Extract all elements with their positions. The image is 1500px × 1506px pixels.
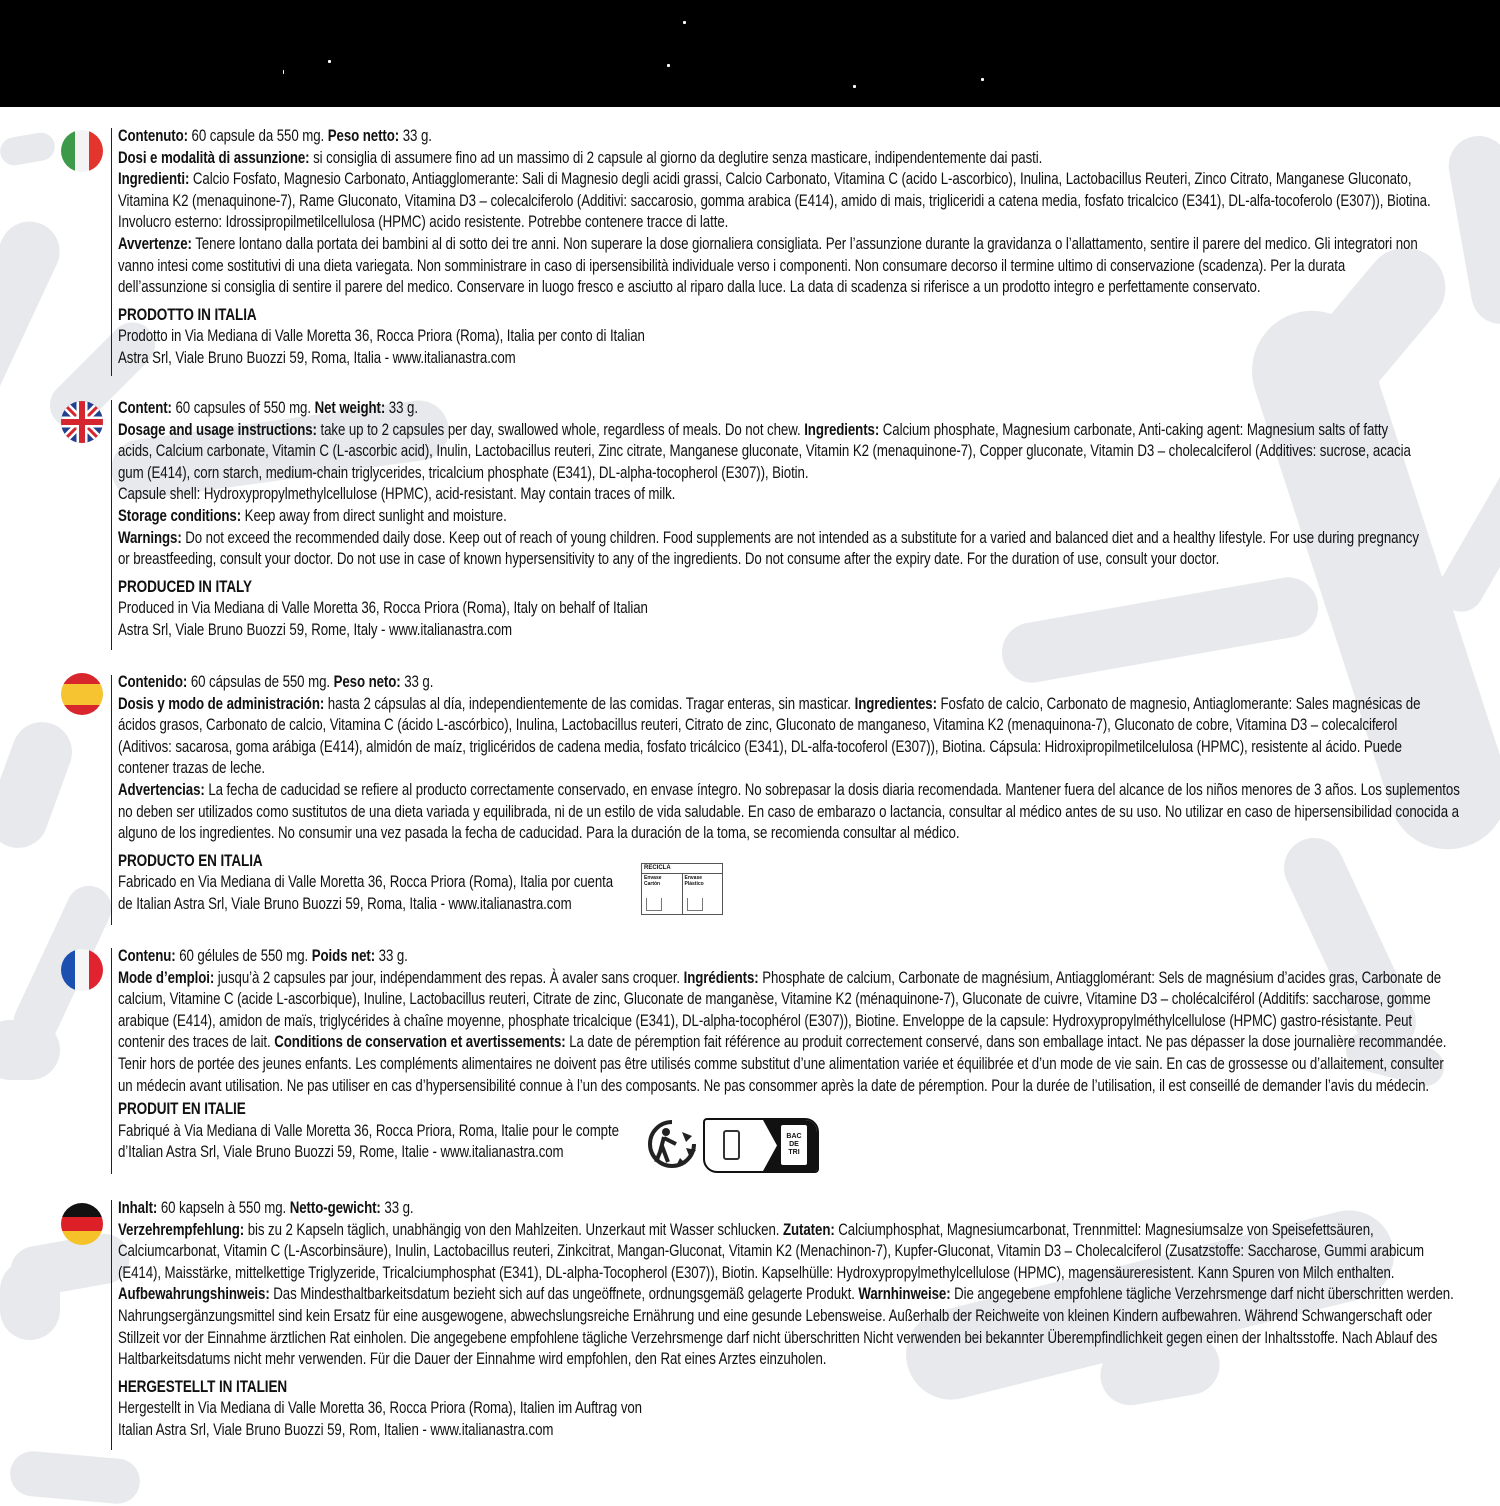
germany-flag-icon bbox=[61, 1203, 103, 1245]
warnings-line: Warnings: Do not exceed the recommended daily dose. Keep out of reach of young children. Food supplements are not intended as a substitute for a varied and balanced diet and a healthy lifestyle. For use during pregnancy or breastfeeding, consult your doctor. Do not use in case of known hypersensitivity to any of the ingredients. Do not consume after the expiry date. For the duration of use, consult your doctor. bbox=[118, 528, 1419, 569]
star-dot bbox=[283, 70, 284, 74]
origin-heading: PRODOTTO IN ITALIA bbox=[118, 305, 257, 324]
star-dot bbox=[667, 64, 670, 67]
background-shape bbox=[0, 1020, 60, 1080]
shell-line: Involucro esterno: Idrossipropilmetilcellulosa (HPMC) acido resistente. Potrebbe contenere tracce di latte. bbox=[118, 213, 729, 232]
address-line: Hergestellt in Via Mediana di Valle Moretta 36, Rocca Priora (Roma), Italien im Auftrag von bbox=[118, 1399, 642, 1418]
dosage-ingredients-line: Dosis y modo de administración: hasta 2 cápsulas al día, independientemente de las comidas. Tragar enteras, sin masticar. Ingredientes: Fosfato de calcio, Carbonato de magnesio, Antiaglomerante: Sales magnésicas de ácidos grasos, Carbonato de calcio, Vitamina C (ácido L-ascórbico), Inulina, Lactobacillus reuteri, Citrato de zinc, Gluconato de manganeso, Vitamina K2 (menaquinona-7), Gluconato de cobre, Vitamina D3 – colecalciferol (Aditivos: sacarosa, goma arábiga (E414), almidón de maíz, triglicéridos de cadena media, fosfato tricálcico (E341), DL-alfa-tocoferol (E307)), Biotina. Cápsula: Hidroxipropilmetilcelulosa (HPMC), resistente al ácido. Puede contener trazas de leche. bbox=[118, 694, 1421, 778]
origin-heading: PRODUCED IN ITALY bbox=[118, 577, 252, 596]
bottle-icon bbox=[723, 1130, 740, 1160]
address-line: Fabriqué à Via Mediana di Valle Moretta 36, Rocca Priora, Roma, Italie pour le compte bbox=[118, 1121, 619, 1140]
origin-heading: HERGESTELLT IN ITALIEN bbox=[118, 1377, 288, 1396]
label-text-english bbox=[118, 398, 1430, 642]
star-dot bbox=[683, 21, 686, 24]
star-dot bbox=[328, 60, 331, 63]
background-shape bbox=[0, 1260, 60, 1340]
ingredients-line: Ingredienti: Calcio Fosfato, Magnesio Carbonato, Antiagglomerante: Sali di Magnesio degli acidi grassi, Calcio Carbonato, Vitamina C (acido L-ascorbico), Inulina, Lactobacillus Reuteri, Zinco Citrato, Manganese Gluconato, Vitamina K2 (menaquinone-7), Rame Gluconato, Vitamina D3 – colecalciferolo (Additivi: saccarosio, gomma arabica (E414), amido di mais, trigliceridi a catena media, fosfato tricalcico (E341), DL-alfa-tocoferolo (E307)), Biotina. bbox=[118, 170, 1431, 210]
background-shape bbox=[0, 130, 57, 167]
background-shape bbox=[1431, 450, 1500, 620]
header-band bbox=[0, 0, 1500, 107]
shell-line: Capsule shell: Hydroxypropylmethylcellulose (HPMC), acid-resistant. May contain traces of milk. bbox=[118, 485, 676, 504]
address-line: Astra Srl, Viale Bruno Buozzi 59, Roma, Italia - www.italianastra.com bbox=[118, 348, 516, 367]
spain-flag-icon bbox=[61, 673, 103, 715]
bin-person-icon bbox=[687, 898, 703, 911]
background-shape bbox=[8, 1449, 141, 1505]
origin-heading: PRODUCTO EN ITALIA bbox=[118, 851, 263, 870]
address-line: Prodotto in Via Mediana di Valle Moretta 36, Rocca Priora (Roma), Italia per conto di Italian bbox=[118, 327, 645, 346]
label-text-italian bbox=[118, 126, 1430, 370]
divider-line bbox=[111, 400, 112, 650]
plastic-label: Envase Plástico bbox=[684, 875, 704, 887]
divider-line bbox=[111, 1200, 112, 1450]
dosage-ingredients-line: Verzehrempfehlung: bis zu 2 Kapseln täglich, unabhängig von den Mahlzeiten. Unzerkaut mit Wasser schlucken. Zutaten: Calciumphosphat, Magnesiumcarbonat, Trennmittel: Magnesiumsalze von Speisefettsäuren, Calciumcarbonat, Vitamin C (L-Ascorbinsäure), Inulin, Lactobacillus reuteri, Zinkcitrat, Mangan-Gluconat, Vitamin K2 (Menachinon-7), Kupfer-Gluconat, Vitamin D3 – Cholecalciferol (Zusatzstoffe: Saccharose, Gummi arabicum (E414), Maisstärke, mittelkettige Triglyzeride, Tricalciumphosphat (E341), DL-alpha-Tocopherol (E307)), Biotin. Kapselhülle: Hydroxypropylmethylcellulose (HPMC), magensäureresistent. Kann Spuren von Milch enthalten. bbox=[118, 1220, 1424, 1282]
content-line: Inhalt: 60 kapseln à 550 mg. Netto-gewicht: 33 g. bbox=[118, 1199, 414, 1217]
warnings-line: Avvertenze: Tenere lontano dalla portata dei bambini al di sotto dei tre anni. Non superare la dose giornaliera consigliata. Per l’assunzione durante la gravidanza o l’allattamento, sentire il parere del medico. Gli integratori non vanno intesi come sostitutivi di una dieta variegata. Non somministrare in caso di ipersensibilità individuale verso i componenti. Non consumare decorso il termine ultimo di conservazione (scadenza). Per la durata dell’assunzione si consiglia di sentire il parere del medico. Conservare in luogo fresco e asciutto al riparo dalla luce. La data di scadenza si riferisce a un prodotto integro e perfettamente conservato. bbox=[118, 234, 1418, 297]
content-line: Contenuto: 60 capsule da 550 mg. Peso netto: 33 g. bbox=[118, 127, 432, 145]
sorting-info-badge bbox=[703, 1118, 819, 1173]
recycle-badge-title: RECICLA bbox=[642, 864, 722, 874]
triman-icon bbox=[646, 1118, 698, 1170]
divider-line bbox=[111, 675, 112, 925]
address-line: d’Italian Astra Srl, Viale Bruno Buozzi 59, Rome, Italie - www.italianastra.com bbox=[118, 1143, 564, 1162]
address-line: Produced in Via Mediana di Valle Moretta 36, Rocca Priora (Roma), Italy on behalf of Italian bbox=[118, 599, 648, 618]
content-line: Content: 60 capsules of 550 mg. Net weight: 33 g. bbox=[118, 399, 418, 417]
address-line: de Italian Astra Srl, Viale Bruno Buozzi 59, Roma, Italia - www.italianastra.com bbox=[118, 894, 572, 913]
recycle-badge-icon bbox=[641, 863, 723, 915]
origin-heading: PRODUIT EN ITALIE bbox=[118, 1100, 246, 1119]
background-shape bbox=[0, 714, 80, 857]
france-flag-icon bbox=[61, 949, 103, 991]
label-text-spanish bbox=[118, 672, 1460, 916]
carton-label: Envase Cartón bbox=[644, 875, 662, 887]
address-line: Italian Astra Srl, Viale Bruno Buozzi 59, Rom, Italien - www.italianastra.com bbox=[118, 1420, 554, 1439]
italy-flag-icon bbox=[61, 130, 103, 172]
storage-warnings-line: Aufbewahrungshinweis: Das Mindesthaltbarkeitsdatum bezieht sich auf das ungeöffnete, ordnungsgemäß gelagerte Produkt. Warnhinweise: Die angegebene empfohlene tägliche Verzehrsmenge darf nicht überschritten werden. Nahrungsergänzungsmittel sind kein Ersatz für eine ausgewogene, abwechslungsreiche Ernährung und eine gesunde Lebensweise. Außerhalb der Reichweite von kleinen Kindern aufbewahren. Während Schwangerschaft oder Stillzeit vor der Einnahme ärztlichen Rat einholen. Die angegebene empfohlene tägliche Verzehrsmenge darf nicht überschritten Nicht verwenden bei bekannter Überempfindlichkeit gegen einen der Inhaltsstoffe. Nach Ablauf des Haltbarkeitsdatums nicht mehr verwenden. Für die Dauer der Einnahme wird empfohlen, den Rat eines Arztes einzuholen. bbox=[118, 1285, 1454, 1369]
sorting-bin-icon: BAC DE TRI bbox=[781, 1125, 807, 1165]
dosage-line: Dosi e modalità di assunzione: si consiglia di assumere fino ad un massimo di 2 capsule al giorno da deglutire senza masticare, indipendentemente dai pasti. bbox=[118, 148, 1043, 167]
address-line: Astra Srl, Viale Bruno Buozzi 59, Rome, Italy - www.italianastra.com bbox=[118, 620, 513, 639]
address-line: Fabricado en Via Mediana di Valle Moretta 36, Rocca Priora (Roma), Italia por cuenta bbox=[118, 873, 614, 892]
storage-line: Storage conditions: Keep away from direct sunlight and moisture. bbox=[118, 506, 507, 525]
star-dot bbox=[853, 85, 856, 88]
content-line: Contenu: 60 gélules de 550 mg. Poids net: 33 g. bbox=[118, 947, 408, 965]
divider-line bbox=[111, 948, 112, 1174]
dosage-ingredients-line: Dosage and usage instructions: take up to 2 capsules per day, swallowed whole, regardless of meals. Do not chew. Ingredients: Calcium phosphate, Magnesium carbonate, Anti-caking agent: Magnesium salts of fatty acids, Calcium carbonate, Vitamin C (L-ascorbic acid), Inulin, Lactobacillus reuteri, Zinc citrate, Manganese gluconate, Vitamin K2 (menaquinone-7), Copper gluconate, Vitamin D3 – cholecalciferol (Additives: sucrose, acacia gum (E414), corn starch, medium-chain triglycerides, tricalcium phosphate (E341), DL-alpha-tocopherol (E307)), Biotin. bbox=[118, 420, 1411, 482]
content-line: Contenido: 60 cápsulas de 550 mg. Peso neto: 33 g. bbox=[118, 673, 434, 691]
warnings-line: Advertencias: La fecha de caducidad se refiere al producto correctamente conservado, en envase íntegro. No sobrepasar la dosis diaria recomendada. Mantener fuera del alcance de los niños menores de 3 años. Los suplementos no deben ser utilizados como sustitutos de una dieta variada y equilibrada, ni de un estilo de vida saludable. En caso de embarazo o lactancia, consultar al médico antes de su uso. No utilizar en caso de hipersensibilidad conocida a alguno de los ingredientes. No consumir una vez pasada la fecha de caducidad. Para la duración de la toma, se recomienda consultar al médico. bbox=[118, 780, 1460, 843]
bin-person-icon bbox=[646, 898, 662, 911]
label-text-german bbox=[118, 1198, 1454, 1442]
usage-ingredients-warnings: Mode d’emploi: jusqu’à 2 capsules par jour, indépendamment des repas. À avaler sans croquer. Ingrédients: Phosphate de calcium, Carbonate de magnésium, Antiagglomérant: Sels de magnésium d’acides gras, Carbonate de calcium, Vitamine C (acide L-ascorbique), Inuline, Lactobacillus reuteri, Citrate de zinc, Gluconate de manganèse, Vitamine K2 (ménaquinone-7), Gluconate de cuivre, Vitamine D3 – cholécalciférol (Additifs: saccharose, gomme arabique (E414), amidon de maïs, triglycérides à chaîne moyenne, phosphate tricalcique (E341), DL-alpha-tocophérol (E307)), Biotine. Enveloppe de la capsule: Hydroxypropylméthylcellulose (HPMC) gastro-résistante. Peut contenir des traces de lait. Conditions de conservation et avertissements: La date de péremption fait référence au produit correctement conservé, dans son emballage intact. Ne pas dépasser la dose journalière recommandée. Tenir hors de portée des jeunes enfants. Les compléments alimentaires ne doivent pas être utilisés comme substitut d’une alimentation variée et équilibrée et d’un mode de vie sain. En cas de grossesse ou d’allaitement, consulter un médecin avant utilisation. Ne pas utiliser en cas d’hypersensibilité connue à l’un des composants. Ne pas consommer après la date de péremption. Pour la durée de l’utilisation, il est conseillé de demander l’avis du médecin. bbox=[118, 968, 1447, 1095]
divider-line bbox=[111, 128, 112, 376]
star-dot bbox=[981, 78, 984, 81]
uk-flag-icon bbox=[61, 401, 103, 443]
